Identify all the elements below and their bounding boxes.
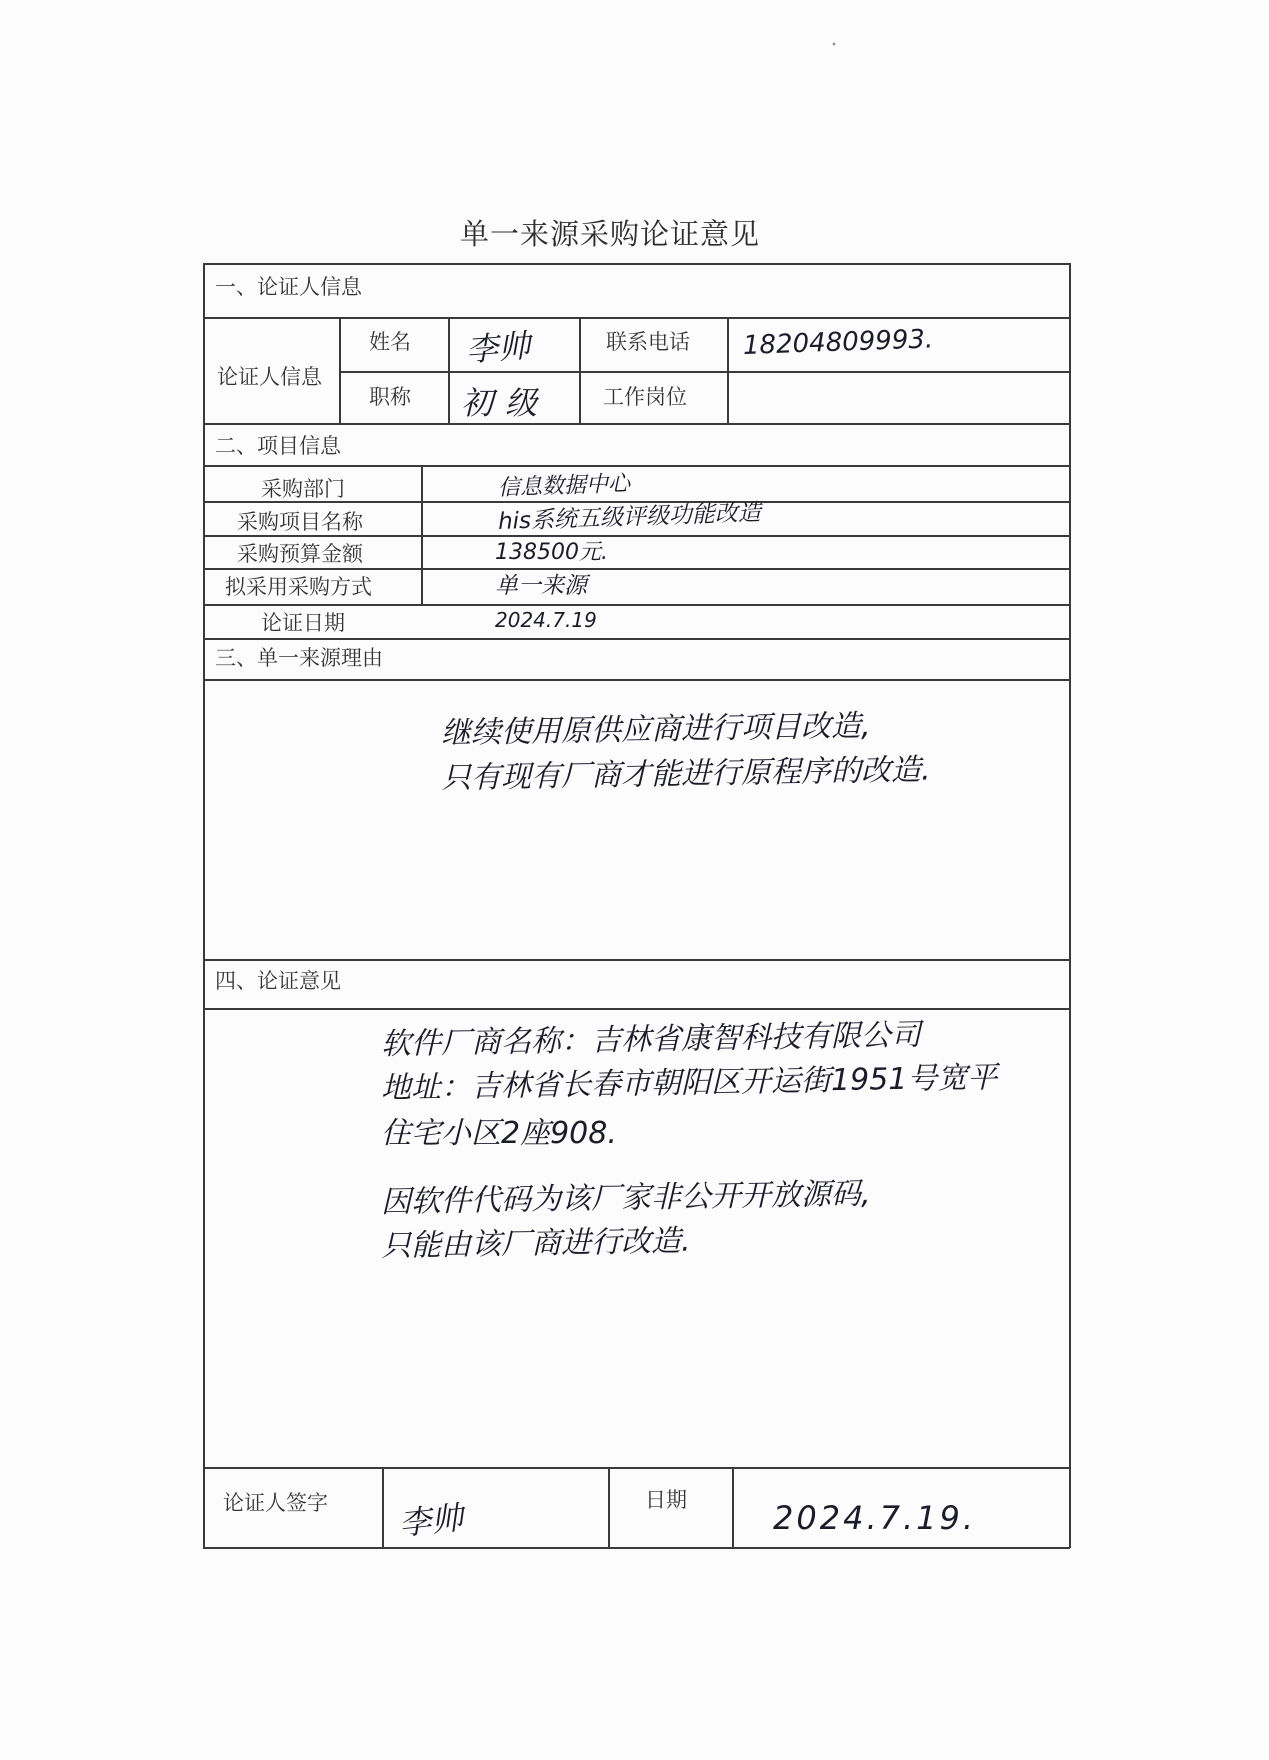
document-title: 单一来源采购论证意见	[459, 217, 760, 251]
divider	[203, 638, 1070, 640]
post-label: 工作岗位	[603, 385, 687, 409]
signature-value: 李帅	[397, 1498, 465, 1543]
divider	[203, 317, 1070, 319]
project-name-value: his系统五级评级功能改造	[497, 499, 762, 535]
divider	[203, 959, 1070, 961]
section4-header: 四、论证意见	[215, 969, 341, 993]
footer-date-value: 2024.7.19.	[773, 1499, 977, 1537]
name-label: 姓名	[369, 330, 411, 354]
reason-line-1: 继续使用原供应商进行项目改造,	[440, 708, 871, 751]
table-border-right	[1069, 263, 1071, 1548]
method-label: 拟采用采购方式	[225, 575, 372, 599]
divider	[203, 679, 1070, 681]
opinion-line-2: 地址：吉林省长春市朝阳区开运街1951号宽平	[380, 1060, 998, 1106]
divider	[203, 1467, 1070, 1469]
divider	[203, 423, 1070, 425]
divider	[203, 465, 1070, 467]
divider	[727, 317, 729, 423]
divider	[382, 1467, 384, 1548]
divider	[732, 1467, 734, 1548]
budget-value: 138500元.	[495, 540, 608, 565]
purchase-dept-value: 信息数据中心	[497, 471, 631, 501]
divider	[448, 317, 450, 423]
project-name-label: 采购项目名称	[237, 510, 363, 534]
title-label: 职称	[369, 385, 411, 409]
divider	[203, 568, 1070, 570]
table-border-bottom	[203, 1547, 1070, 1549]
date-label: 论证日期	[261, 611, 345, 635]
divider	[339, 371, 1070, 373]
divider	[579, 317, 581, 423]
table-border-top	[203, 263, 1070, 265]
date-value: 2024.7.19	[495, 608, 597, 632]
section2-header: 二、项目信息	[215, 434, 341, 458]
form-table	[203, 263, 1070, 1548]
phone-value: 18204809993.	[742, 324, 934, 361]
divider	[608, 1467, 610, 1548]
purchase-dept-label: 采购部门	[261, 477, 345, 501]
phone-label: 联系电话	[606, 330, 690, 354]
budget-label: 采购预算金额	[237, 542, 363, 566]
divider	[203, 604, 1070, 606]
opinion-line-1: 软件厂商名称：吉林省康智科技有限公司	[380, 1017, 922, 1062]
reviewer-info-label: 论证人信息	[217, 365, 322, 389]
name-value: 李帅	[464, 326, 532, 369]
opinion-line-5: 只能由该厂商进行改造.	[380, 1223, 691, 1264]
signature-label: 论证人签字	[223, 1491, 328, 1515]
scan-speck	[830, 40, 840, 50]
opinion-line-3: 住宅小区2座908.	[381, 1116, 617, 1151]
table-border-left	[203, 263, 205, 1548]
divider	[203, 535, 1070, 537]
method-value: 单一来源	[495, 573, 587, 599]
section3-header: 三、单一来源理由	[215, 646, 383, 670]
footer-date-label: 日期	[645, 1488, 687, 1512]
section1-header: 一、论证人信息	[215, 275, 362, 299]
title-value: 初级	[461, 384, 550, 422]
reason-line-2: 只有现有厂商才能进行原程序的改造.	[440, 752, 931, 796]
divider	[339, 317, 341, 423]
divider	[203, 1008, 1070, 1010]
opinion-line-4: 因软件代码为该厂家非公开开放源码,	[380, 1176, 871, 1220]
